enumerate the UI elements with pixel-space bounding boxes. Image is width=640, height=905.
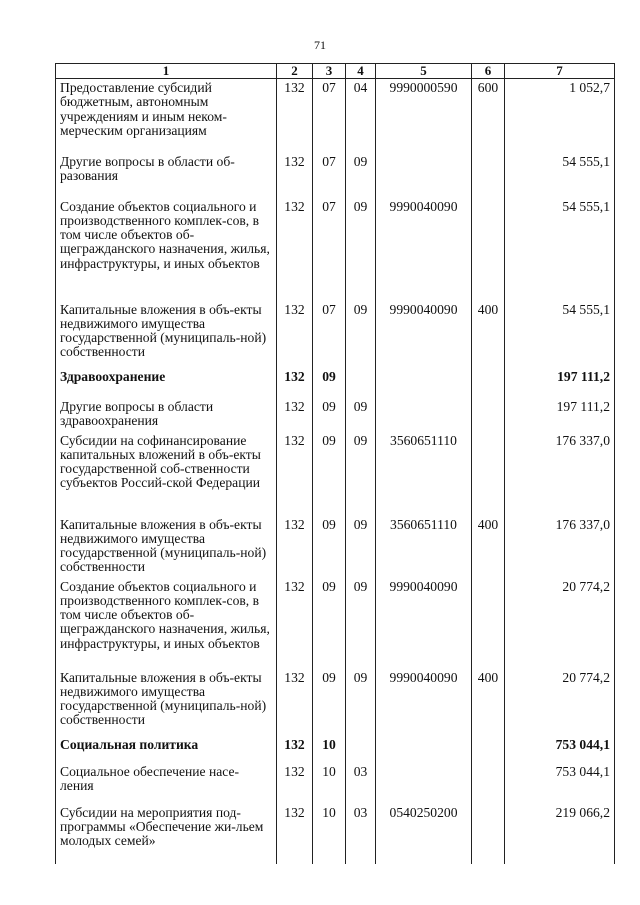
row-col-2: 132: [277, 301, 313, 368]
header-col-1: 1: [56, 64, 277, 79]
row-col-3: 09: [313, 368, 346, 398]
row-col-3: 10: [313, 804, 346, 864]
row-name: Здравоохранение: [56, 368, 277, 398]
row-col-2: 132: [277, 432, 313, 516]
row-col-3: 09: [313, 516, 346, 578]
row-col-6: [472, 763, 505, 804]
table-row: [56, 301, 615, 368]
row-col-2: 132: [277, 804, 313, 864]
row-name: Социальная политика: [56, 736, 277, 763]
row-amount: 753 044,1: [505, 736, 615, 763]
row-col-5: 9990040090: [376, 578, 472, 669]
row-name: Капитальные вложения в объ-екты недвижимого имущества государственной (муниципаль-ной) собственности: [56, 516, 277, 578]
row-col-5: 0540250200: [376, 804, 472, 864]
row-amount: 197 111,2: [505, 368, 615, 398]
table-row: [56, 79, 615, 153]
row-col-3: 09: [313, 669, 346, 736]
row-col-5: [376, 368, 472, 398]
row-col-2: 132: [277, 736, 313, 763]
header-col-4: 4: [346, 64, 376, 79]
table-row: [56, 736, 615, 763]
row-col-2: 132: [277, 198, 313, 301]
row-col-6: 600: [472, 79, 505, 153]
row-col-3: 10: [313, 763, 346, 804]
row-name: Другие вопросы в области здравоохранения: [56, 398, 277, 432]
row-col-6: [472, 578, 505, 669]
row-col-5: 9990000590: [376, 79, 472, 153]
row-name: Социальное обеспечение насе-ления: [56, 763, 277, 804]
row-amount: 197 111,2: [505, 398, 615, 432]
header-col-7: 7: [505, 64, 615, 79]
row-col-5: 9990040090: [376, 301, 472, 368]
row-col-4: 03: [346, 804, 376, 864]
row-name: Субсидии на софинансирование капитальных вложений в объ-екты государственной соб-ственности субъектов Россий-ской Федерации: [56, 432, 277, 516]
row-col-5: 9990040090: [376, 669, 472, 736]
row-col-6: [472, 153, 505, 198]
row-col-6: 400: [472, 301, 505, 368]
page-number: 71: [314, 38, 326, 52]
row-col-5: [376, 398, 472, 432]
row-col-4: 09: [346, 516, 376, 578]
row-col-2: 132: [277, 578, 313, 669]
row-col-4: 09: [346, 578, 376, 669]
row-name: Капитальные вложения в объ-екты недвижимого имущества государственной (муниципаль-ной) собственности: [56, 669, 277, 736]
table-row: [56, 516, 615, 578]
row-col-4: 09: [346, 301, 376, 368]
header-col-6: 6: [472, 64, 505, 79]
table-row: [56, 398, 615, 432]
row-amount: 20 774,2: [505, 578, 615, 669]
table-row: [56, 578, 615, 669]
row-col-4: 09: [346, 153, 376, 198]
row-amount: 1 052,7: [505, 79, 615, 153]
row-amount: 20 774,2: [505, 669, 615, 736]
row-col-4: [346, 736, 376, 763]
row-name: Предоставление субсидий бюджетным, автономным учреждениям и иным неком-мерческим организациям: [56, 79, 277, 153]
row-col-4: 09: [346, 398, 376, 432]
row-col-4: 09: [346, 432, 376, 516]
row-amount: 219 066,2: [505, 804, 615, 864]
table-row: [56, 368, 615, 398]
table-row: [56, 198, 615, 301]
row-col-4: 09: [346, 198, 376, 301]
row-col-6: 400: [472, 669, 505, 736]
row-col-5: [376, 763, 472, 804]
row-col-3: 09: [313, 432, 346, 516]
row-col-3: 10: [313, 736, 346, 763]
row-col-4: 09: [346, 669, 376, 736]
row-name: Создание объектов социального и производственного комплек-сов, в том числе объектов об-щегражданского назначения, жилья, инфраструктуры, и иных объектов: [56, 198, 277, 301]
row-col-3: 07: [313, 79, 346, 153]
table-row: [56, 153, 615, 198]
row-col-6: [472, 198, 505, 301]
row-col-4: [346, 368, 376, 398]
row-col-6: [472, 398, 505, 432]
header-col-3: 3: [313, 64, 346, 79]
row-amount: 54 555,1: [505, 198, 615, 301]
row-col-5: 3560651110: [376, 432, 472, 516]
row-col-6: [472, 432, 505, 516]
row-col-2: 132: [277, 368, 313, 398]
row-col-3: 07: [313, 198, 346, 301]
row-col-6: [472, 736, 505, 763]
row-name: Другие вопросы в области об-разования: [56, 153, 277, 198]
row-col-3: 07: [313, 153, 346, 198]
row-amount: 753 044,1: [505, 763, 615, 804]
row-col-5: 3560651110: [376, 516, 472, 578]
row-col-6: [472, 368, 505, 398]
row-col-2: 132: [277, 398, 313, 432]
header-col-5: 5: [376, 64, 472, 79]
row-col-5: [376, 736, 472, 763]
table-row: [56, 763, 615, 804]
header-col-2: 2: [277, 64, 313, 79]
table-row: [56, 432, 615, 516]
row-amount: 176 337,0: [505, 432, 615, 516]
budget-table: [55, 63, 615, 864]
row-name: Создание объектов социального и производственного комплек-сов, в том числе объектов об-щегражданского назначения, жилья, инфраструктуры, и иных объектов: [56, 578, 277, 669]
row-col-2: 132: [277, 763, 313, 804]
row-col-2: 132: [277, 79, 313, 153]
row-col-6: 400: [472, 516, 505, 578]
row-name: Субсидии на мероприятия под-программы «Обеспечение жи-льем молодых семей»: [56, 804, 277, 864]
row-col-3: 07: [313, 301, 346, 368]
row-amount: 54 555,1: [505, 153, 615, 198]
row-col-5: [376, 153, 472, 198]
table-row: [56, 669, 615, 736]
row-amount: 54 555,1: [505, 301, 615, 368]
row-col-4: 03: [346, 763, 376, 804]
row-col-3: 09: [313, 398, 346, 432]
row-name: Капитальные вложения в объ-екты недвижимого имущества государственной (муниципаль-ной) собственности: [56, 301, 277, 368]
row-col-2: 132: [277, 669, 313, 736]
table-header-row: [56, 64, 615, 79]
row-col-6: [472, 804, 505, 864]
row-col-5: 9990040090: [376, 198, 472, 301]
row-col-2: 132: [277, 516, 313, 578]
row-col-3: 09: [313, 578, 346, 669]
row-col-2: 132: [277, 153, 313, 198]
row-col-4: 04: [346, 79, 376, 153]
table-row: [56, 804, 615, 864]
row-amount: 176 337,0: [505, 516, 615, 578]
